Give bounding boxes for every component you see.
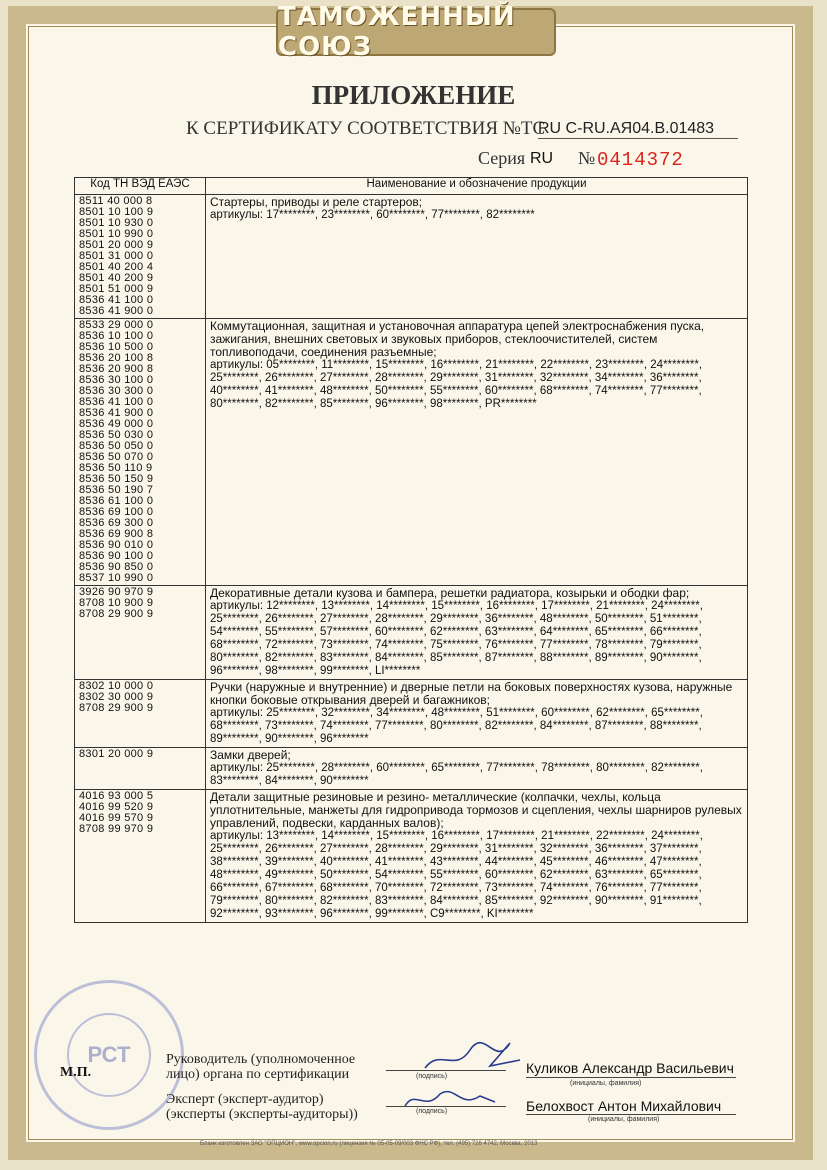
tn-ved-code: 8536 50 190 7: [79, 484, 154, 496]
product-title: Стартеры, приводы и реле стартеров;: [210, 195, 423, 209]
tn-ved-code: 8536 50 070 0: [79, 451, 154, 463]
tn-ved-code: 4016 99 520 9: [79, 801, 154, 813]
head-label: Руководитель (уполномоченное лицо) органа по сертификации: [166, 1052, 356, 1082]
tn-ved-code: 8708 29 900 9: [79, 702, 154, 714]
tn-ved-code: 8511 40 000 8: [79, 195, 153, 207]
table-body: [75, 195, 748, 923]
tn-ved-code: 8536 69 300 0: [79, 517, 154, 529]
head-podpis-caption: (подпись): [416, 1073, 448, 1080]
tn-ved-code: 4016 93 000 5: [79, 790, 154, 802]
tn-ved-codes: [75, 790, 206, 923]
product-description: [206, 790, 748, 923]
tn-ved-code: 8708 99 970 9: [79, 823, 154, 835]
tn-ved-code: 8501 10 990 0: [79, 228, 154, 240]
table-row: [75, 195, 748, 319]
tn-ved-code: 3926 90 970 9: [79, 586, 154, 598]
expert-name-line: [526, 1114, 736, 1115]
tn-ved-code: 8536 30 300 0: [79, 385, 154, 397]
expert-name: Белохвост Антон Михайлович: [526, 1098, 722, 1114]
product-articles: артикулы: 25********, 32********, 34********, 48********, 51********, 60********, 62********, 65********, 68********, 73********, 74********, 77********, 80********, 82********, 84********, 87********, 88********, 89********, 90********, 96********: [210, 707, 703, 745]
tn-ved-code: 4016 99 570 9: [79, 812, 154, 824]
tn-ved-code: 8536 69 900 8: [79, 528, 154, 540]
product-description: [206, 748, 748, 790]
tn-ved-code: 8536 10 500 0: [79, 341, 154, 353]
tn-ved-code: 8536 50 050 0: [79, 440, 154, 452]
tn-ved-code: 8301 20 000 9: [79, 748, 154, 760]
product-title: Коммутационная, защитная и установочная аппаратура цепей электроснабжения пуска, зажигания, внешних световых и звуковых приборов, стеклоочистителей, систем топливоподачи, соединения разъемные;: [210, 319, 705, 359]
cert-prefix: №ТС: [502, 118, 546, 139]
product-title: Ручки (наружные и внутренние) и дверные петли на боковых поверхностях кузова, наружные кнопки боковые открывания дверей и багажников;: [210, 680, 733, 707]
tn-ved-code: 8501 51 000 9: [79, 283, 154, 295]
tn-ved-code: 8536 41 900 0: [79, 407, 154, 419]
tn-ved-code: 8536 69 100 0: [79, 506, 154, 518]
product-title: Декоративные детали кузова и бампера, решетки радиатора, козырьки и ободки фар;: [210, 586, 690, 600]
tn-ved-code: 8536 20 100 8: [79, 352, 154, 364]
certificate-number: RU C-RU.АЯ04.В.01483: [538, 120, 738, 139]
customs-union-banner: ТАМОЖЕННЫЙ СОЮЗ: [276, 8, 556, 56]
product-articles: артикулы: 25********, 28********, 60********, 65********, 77********, 78********, 80********, 82********, 83********, 84********, 90********: [210, 762, 703, 787]
tn-ved-codes: [75, 195, 206, 319]
head-signature: [420, 1038, 530, 1078]
product-articles: артикулы: 13********, 14********, 15********, 16********, 17********, 21********, 22********, 24********, 25********, 26********, 27********, 28********, 29********, 31********, 32********, 36********, 37********, 38********, 39********, 40********, 41********, 43********, 44********, 45********, 46********, 47********, 48********, 49********, 50********, 54********, 55********, 60********, 62********, 63********, 65********, 66********, 67********, 68********, 70********, 72********, 73********, 74********, 76********, 77********, 79********, 80********, 82********, 83********, 84********, 85********, 92********, 90********, 91********, 92********, 93********, 96********, 99********, C9********, KI********: [210, 830, 703, 920]
stamp-logo: РСТ: [67, 1013, 151, 1097]
certification-stamp: [34, 980, 184, 1130]
tn-ved-code: 8708 10 900 9: [79, 597, 154, 609]
tn-ved-code: 8536 20 900 8: [79, 363, 154, 375]
product-description: [206, 319, 748, 586]
tn-ved-codes: [75, 586, 206, 680]
tn-ved-code: 8708 29 900 9: [79, 608, 154, 620]
product-description: [206, 195, 748, 319]
tn-ved-code: 8501 31 000 0: [79, 250, 154, 262]
tn-ved-code: 8501 10 930 0: [79, 217, 154, 229]
series-value: RU: [530, 150, 554, 167]
tn-ved-code: 8536 49 000 0: [79, 418, 154, 430]
product-title: Детали защитные резиновые и резино- металлические (колпачки, чехлы, кольца уплотнительные, манжеты для гидропривода тормозов и сцепления, чехлы шарниров рулевых управлений, подвески, карданных валов);: [210, 790, 742, 830]
tn-ved-code: 8501 20 000 9: [79, 239, 154, 251]
tn-ved-code: 8533 29 000 0: [79, 319, 154, 331]
tn-ved-code: 8537 10 990 0: [79, 572, 154, 584]
table-row: [75, 586, 748, 680]
table-row: [75, 319, 748, 586]
tn-ved-code: 8536 50 150 9: [79, 473, 154, 485]
tn-ved-code: 8536 41 100 0: [79, 294, 154, 306]
expert-initials-caption: (инициалы, фамилия): [588, 1116, 660, 1123]
product-articles: артикулы: 05********, 11********, 15********, 16********, 21********, 22********, 23********, 24********, 25********, 26********, 27********, 28********, 29********, 31********, 32********, 34********, 36********, 40********, 41********, 48********, 50********, 55********, 60********, 68********, 74********, 77********, 80********, 82********, 85********, 96********, 98********, PR********: [210, 359, 703, 410]
expert-label: Эксперт (эксперт-аудитор) (эксперты (эксперты-аудиторы)): [166, 1092, 358, 1122]
product-articles: артикулы: 17********, 23********, 60********, 77********, 82********: [210, 209, 535, 221]
tn-ved-code: 8536 30 100 0: [79, 374, 154, 386]
head-initials-caption: (инициалы, фамилия): [570, 1080, 642, 1087]
cert-label-text: К СЕРТИФИКАТУ СООТВЕТСТВИЯ: [186, 118, 499, 139]
product-description: [206, 680, 748, 748]
tn-ved-codes: [75, 680, 206, 748]
table-row: [75, 680, 748, 748]
tn-ved-code: 8302 10 000 0: [79, 680, 154, 692]
tn-ved-code: 8536 90 010 0: [79, 539, 154, 551]
page-title: ПРИЛОЖЕНИЕ: [311, 80, 516, 110]
product-description: [206, 586, 748, 680]
table-header-row: [75, 178, 748, 195]
series-label: Серия: [478, 148, 526, 168]
products-table: [74, 177, 748, 923]
tn-ved-code: 8536 41 900 0: [79, 305, 154, 317]
head-name: Куликов Александр Васильевич: [526, 1060, 734, 1076]
product-articles: артикулы: 12********, 13********, 14********, 15********, 16********, 17********, 21********, 24********, 25********, 26********, 27********, 28********, 29********, 36********, 48********, 50********, 51********, 54********, 55********, 57********, 60********, 62********, 63********, 64********, 65********, 66********, 68********, 72********, 73********, 74********, 75********, 76********, 77********, 78********, 79********, 80********, 82********, 83********, 84********, 85********, 87********, 88********, 89********, 90********, 96********, 98********, 99********, LI********: [210, 600, 703, 677]
table-row: [75, 748, 748, 790]
expert-podpis-caption: (подпись): [416, 1108, 448, 1115]
tn-ved-code: 8536 50 110 9: [79, 462, 153, 474]
head-name-line: [526, 1077, 736, 1078]
serial-number: 0414372: [597, 149, 684, 171]
tn-ved-code: 8501 10 100 9: [79, 206, 154, 218]
tn-ved-code: 8536 90 850 0: [79, 561, 154, 573]
tn-ved-code: 8536 10 100 0: [79, 330, 154, 342]
product-title: Замки дверей;: [210, 748, 291, 762]
certificate-label: [186, 118, 545, 140]
tn-ved-codes: [75, 748, 206, 790]
stamp-place-label: М.П.: [60, 1065, 92, 1080]
table-row: [75, 790, 748, 923]
tn-ved-codes: [75, 319, 206, 586]
header-code: Код ТН ВЭД ЕАЭС: [75, 178, 206, 195]
tn-ved-code: 8536 50 030 0: [79, 429, 154, 441]
tn-ved-code: 8501 40 200 4: [79, 261, 154, 273]
tn-ved-code: 8536 90 100 0: [79, 550, 154, 562]
number-sign: №: [578, 148, 596, 168]
footer-printer-note: Бланк изготовлен ЗАО "ОПЦИОН", www.opcion.ru (лицензия № 05-05-09/003 ФНС РФ), тел. (495) 726 4742, Москва, 2013: [200, 1141, 538, 1147]
tn-ved-code: 8536 41 100 0: [79, 396, 154, 408]
tn-ved-code: 8536 61 100 0: [79, 495, 154, 507]
tn-ved-code: 8302 30 000 9: [79, 691, 154, 703]
header-description: Наименование и обозначение продукции: [206, 178, 748, 195]
tn-ved-code: 8501 40 200 9: [79, 272, 154, 284]
